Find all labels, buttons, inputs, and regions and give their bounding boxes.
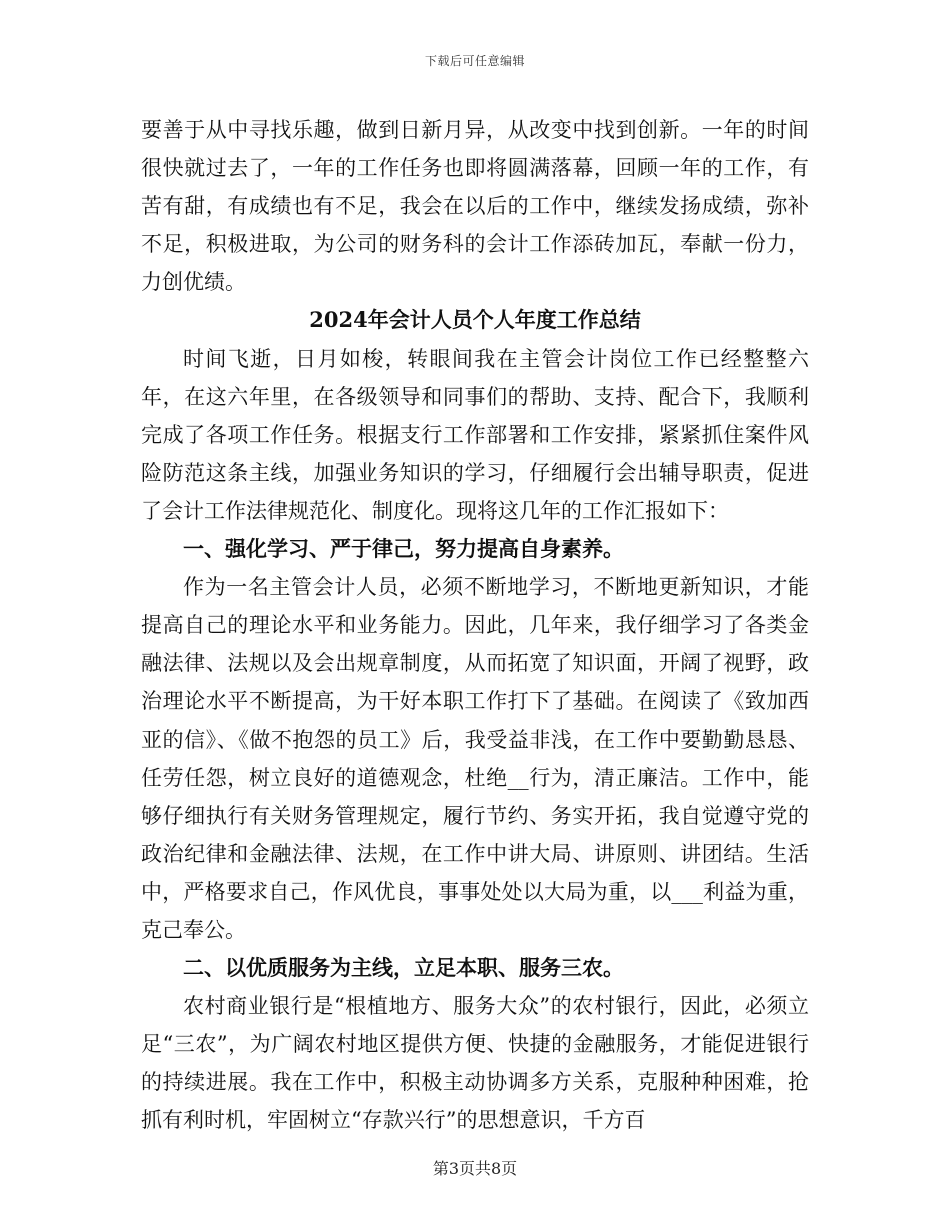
section-1-paragraph: 作为一名主管会计人员，必须不断地学习，不断地更新知识，才能提高自己的理论水平和业务能力。因此，几年来，我仔细学习了各类金融法律、法规以及会出规章制度，从而拓宽了知识面，开阔了视野，政治理论水平不断提高，为干好本职工作打下了基础。在阅读了《致加西亚的信》、《做不抱怨的员工》后，我受益非浅，在工作中要勤勤恳恳、任劳任怨，树立良好的道德观念，杜绝__行为，清正廉洁。工作中，能够仔细执行有关财务管理规定，履行节约、务实开拓，我自觉遵守党的政治纪律和金融法律、法规，在工作中讲大局、讲原则、讲团结。生活中，严格要求自己，作风优良，事事处处以大局为重，以___利益为重，克己奉公。 [141, 575, 809, 942]
page-footer: 第3页共8页 [432, 1159, 518, 1178]
intro-paragraph: 时间飞逝，日月如梭，转眼间我在主管会计岗位工作已经整整六年，在这六年里，在各级领导和同事们的帮助、支持、配合下，我顺利完成了各项工作任务。根据支行工作部署和工作安排，紧紧抓住案件风险防范这条主线，加强业务知识的学习，仔细履行会出辅导职责，促进了会计工作法律规范化、制度化。现将这几年的工作汇报如下： [141, 346, 809, 523]
page-header: 下载后可任意编辑 [424, 54, 525, 68]
section-1-heading: 一、强化学习、严于律己，努力提高自身素养。 [183, 536, 624, 562]
continuation-paragraph: 要善于从中寻找乐趣，做到日新月异，从改变中找到创新。一年的时间很快就过去了，一年的工作任务也即将圆满落幕，回顾一年的工作，有苦有甜，有成绩也有不足，我会在以后的工作中，继续发扬成绩，弥补不足，积极进取，为公司的财务科的会计工作添砖加瓦，奉献一份力，力创优绩。 [141, 118, 809, 295]
section-2-heading: 二、以优质服务为主线，立足本职、服务三农。 [183, 955, 624, 981]
document-body [141, 111, 809, 1140]
section-2-paragraph: 农村商业银行是“根植地方、服务大众”的农村银行，因此，必须立足“三农”，为广阔农村地区提供方便、快捷的金融服务，才能促进银行的持续进展。我在工作中，积极主动协调多方关系，克服种种困难，抢抓有利时机，牢固树立“存款兴行”的思想意识，千方百 [141, 994, 809, 1133]
document-title: 2024年会计人员个人年度工作总结 [309, 307, 641, 333]
